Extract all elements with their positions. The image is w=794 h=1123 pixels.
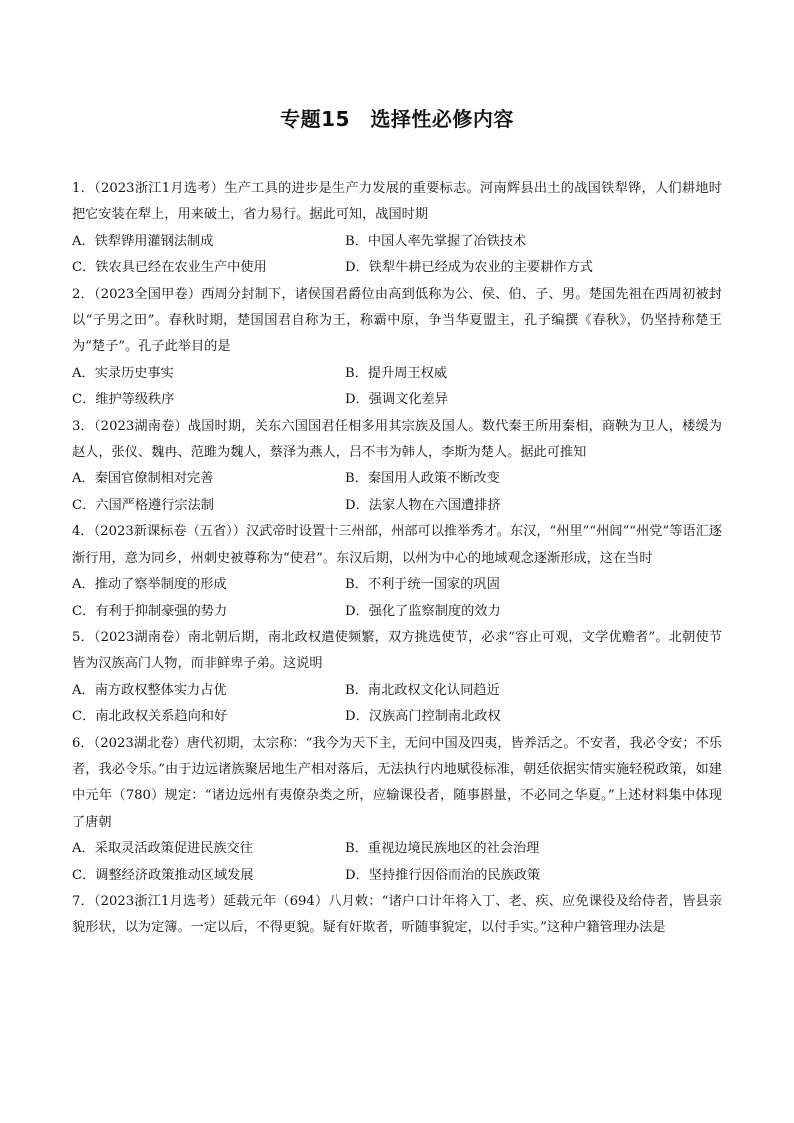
question-5 [72,625,722,731]
page-title: 专题15 选择性必修内容 [280,107,514,131]
question-6 [72,731,722,889]
option-c: C．调整经济政策推动区域发展 [72,867,254,883]
option-d: D．法家人物在六国遭排挤 [345,497,501,513]
option-b: B．重视边境民族地区的社会治理 [345,841,540,857]
option-c: C．南北政权关系趋向和好 [72,709,228,725]
option-a: A．秦国官僚制相对完善 [72,471,214,487]
option-a: A．铁犁铧用灌钢法制成 [72,233,214,249]
option-b: B．提升周王权威 [345,365,448,381]
question-text: 3．（2023湖南卷）战国时期，关东六国国君任相多用其宗族及国人。数代秦王所用秦相，商鞅为卫人，楼缓为赵人，张仪、魏冉、范雎为魏人，蔡泽为燕人，吕不韦为韩人，李斯为楚人。据此可推知 [72,418,722,461]
question-7 [72,889,722,942]
question-3 [72,414,722,520]
option-b: B．中国人率先掌握了冶铁技术 [345,233,527,249]
option-a: A．推动了察举制度的形成 [72,577,227,593]
option-d: D．强化了监察制度的效力 [345,603,501,619]
question-text: 6．（2023湖北卷）唐代初期，太宗称：“我今为天下主，无问中国及四夷，皆养活之。不安者，我必令安；不乐者，我必令乐。”由于边远诸族聚居地生产相对落后，无法执行内地赋役标准，朝廷依据实情实施轻税政策，如建中元年（780）规定：“诸边远州有夷僚杂类之所，应输课役者，随事斟量，不必同之华夏。”上述材料集中体现了唐朝 [72,735,722,830]
question-4 [72,519,722,625]
option-list [72,836,722,889]
option-a: A．实录历史事实 [72,365,174,381]
option-d: D．强调文化差异 [345,392,448,408]
option-list [72,229,722,282]
question-1 [72,176,722,282]
option-d: D．铁犁牛耕已经成为农业的主要耕作方式 [345,260,593,276]
option-d: D．汉族高门控制南北政权 [345,709,501,725]
question-text: 7．（2023浙江1月选考）延载元年（694）八月敕：“诸户口计年将入丁、老、疾、应免课役及给侍者，皆县亲貌形状，以为定簿。一定以后，不得更貌。疑有奸欺者，听随事貌定，以付手实。”这种户籍管理办法是 [72,893,722,936]
option-c: C．六国严格遵行宗法制 [72,497,214,513]
option-c: C．铁农具已经在农业生产中使用 [72,260,267,276]
option-list [72,678,722,731]
question-text: 5．（2023湖南卷）南北朝后期，南北政权遣使频繁，双方挑选使节，必求“容止可观，文学优赡者”。北朝使节皆为汉族高门人物，而非鲜卑子弟。这说明 [72,629,722,672]
question-text: 1．（2023浙江1月选考）生产工具的进步是生产力发展的重要标志。河南辉县出土的战国铁犁铧，人们耕地时把它安装在犁上，用来破土，省力易行。据此可知，战国时期 [72,181,722,223]
option-a: A．采取灵活政策促进民族交往 [72,841,253,857]
option-b: B．秦国用人政策不断改变 [345,471,500,487]
option-b: B．南北政权文化认同趋近 [345,682,500,698]
option-list [72,572,722,625]
question-text: 2．（2023全国甲卷）西周分封制下，诸侯国君爵位由高到低称为公、侯、伯、子、男。楚国先祖在西周初被封以“子男之田”。春秋时期，楚国国君自称为王，称霸中原，争当华夏盟主，孔子编撰《春秋》，仍坚持称楚王为“楚子”。孔子此举目的是 [72,286,722,355]
option-c: C．有利于抑制豪强的势力 [72,603,228,619]
question-2 [72,282,722,414]
option-list [72,466,722,519]
option-list [72,361,722,414]
option-b: B．不利于统一国家的巩固 [345,577,500,593]
option-d: D．坚持推行因俗而治的民族政策 [345,867,541,883]
option-c: C．维护等级秩序 [72,392,175,408]
option-a: A．南方政权整体实力占优 [72,682,227,698]
question-list [72,176,722,942]
question-text: 4．（2023新课标卷（五省））汉武帝时设置十三州部，州部可以推举秀才。东汉，“州里”“州闾”“州党”等语汇逐渐行用，意为同乡，州刺史被尊称为“使君”。东汉后期，以州为中心的地域观念逐渐形成，这在当时 [72,524,722,566]
